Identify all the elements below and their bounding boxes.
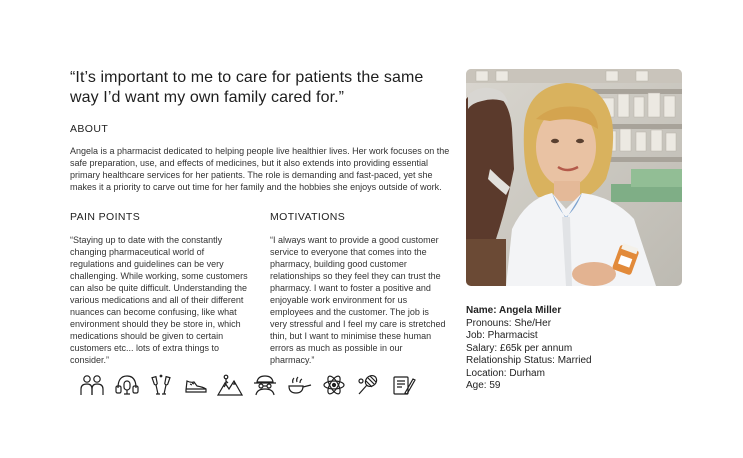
science-atom-icon <box>321 373 347 397</box>
about-heading: ABOUT <box>70 123 109 135</box>
persona-pronouns: Pronouns: She/Her <box>466 317 552 329</box>
persona-name: Name: Angela Miller <box>466 305 562 316</box>
writing-icon <box>390 373 416 397</box>
detective-icon <box>252 373 278 397</box>
persona-salary: Salary: £65k per annum <box>466 342 573 354</box>
motivations-text: “I always want to provide a good customer service to everyone that comes into the pharmacy, building good customer relationships so they feel they can trust the pharmacy. I want to foster a positive and enjoyable work environment for us employees and the customer. The job is very stressful and I feel my care is stretched thin, but I want to minimise these human errors as much as possible in our pharmacy.” <box>270 235 446 365</box>
pain-points-text: “Staying up to date with the constantly changing pharmaceutical world of regulations and guidelines can be very challenging. While working, some customers can also be quite difficult. Understanding the various medications and all of their different nuances can become confusing, like what environment should they be store in, which medications should be given to certain customers etc... lots of extra things to consider.” <box>70 235 248 365</box>
hiking-icon <box>217 373 243 397</box>
persona-relationship: Relationship Status: Married <box>466 355 592 366</box>
podcast-icon <box>114 373 140 397</box>
tennis-icon <box>355 373 381 397</box>
persona-details <box>466 305 592 393</box>
motivations-heading: MOTIVATIONS <box>270 211 346 223</box>
persona-quote: “It’s important to me to care for patients the same way I’d want my own family cared for.” <box>70 69 424 106</box>
persona-age: Age: 59 <box>466 380 501 391</box>
champagne-icon <box>148 373 174 397</box>
persona-location: Location: Durham <box>466 367 545 379</box>
about-text: Angela is a pharmacist dedicated to helping people live healthier lives. Her work focuses on the safe preparation, use, and effects of medicines, but it also extends into providing essential primary healthcare services for her patients. The role is demanding and fast-paced, yet she makes it a priority to carve out time for her family and the hobbies she enjoys outside of work. <box>70 146 450 192</box>
persona-photo <box>466 69 682 286</box>
persona-job: Job: Pharmacist <box>466 330 538 341</box>
family-icon <box>79 373 105 397</box>
cooking-pan-icon <box>286 373 312 397</box>
hobby-icons <box>79 373 416 397</box>
pain-points-heading: PAIN POINTS <box>70 211 141 223</box>
running-shoe-icon <box>183 373 209 397</box>
